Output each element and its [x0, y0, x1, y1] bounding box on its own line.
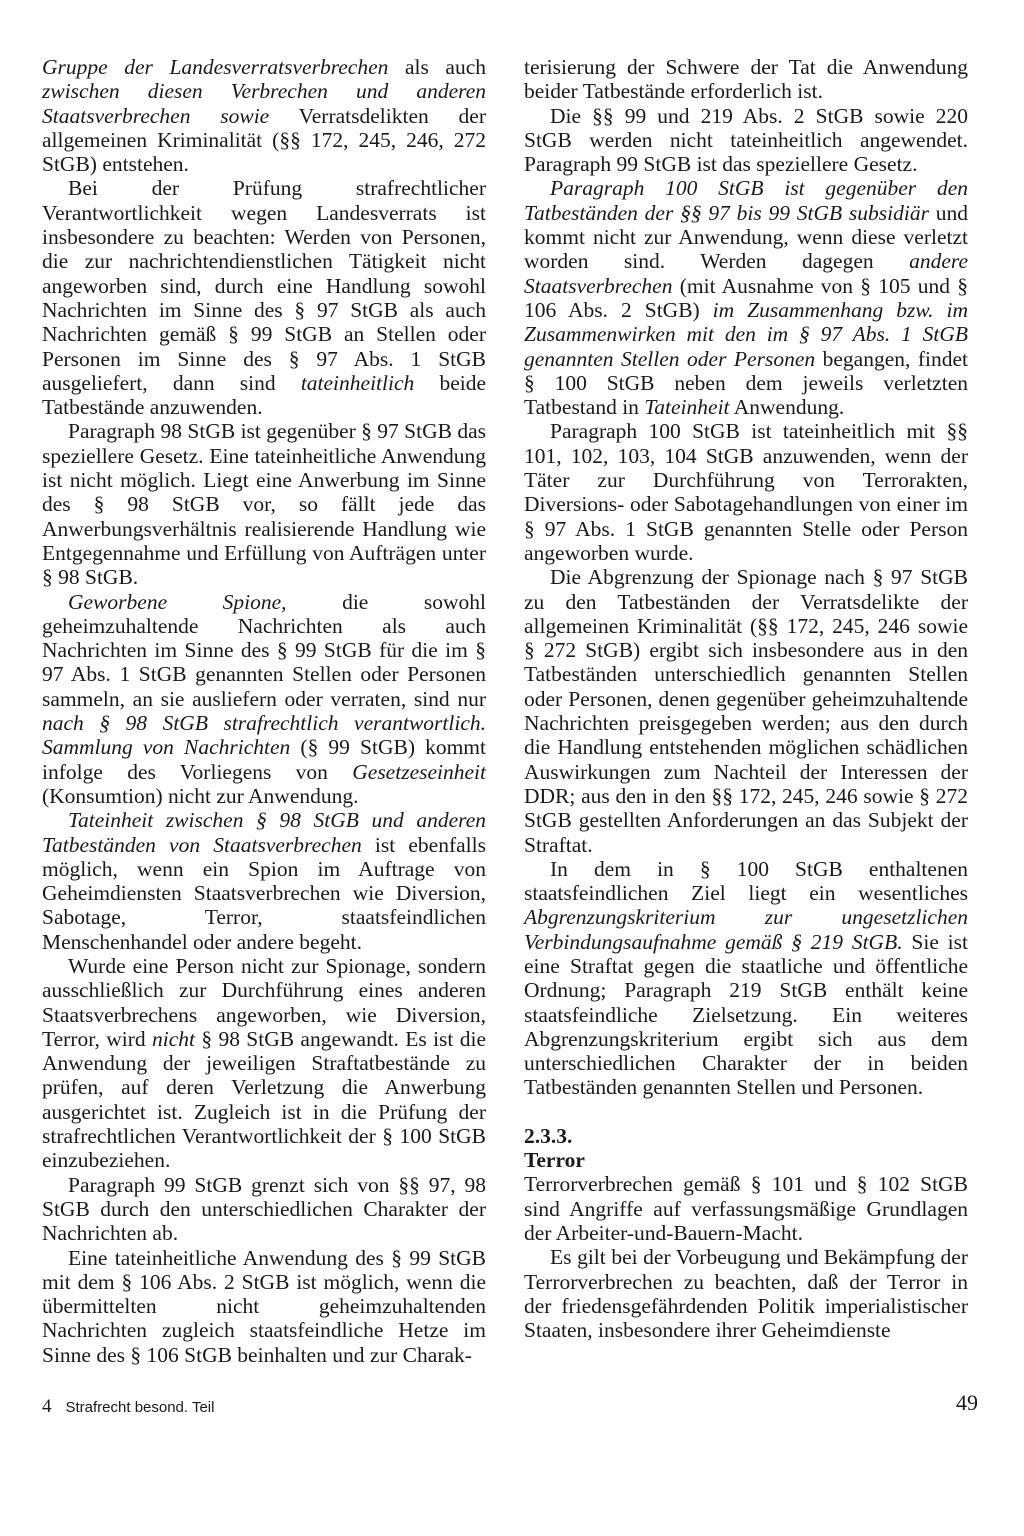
italic-text: Geworbene Spione, — [68, 589, 287, 614]
body-text: (Konsumtion) nicht zur Anwendung. — [42, 783, 359, 808]
body-text: Anwendung. — [729, 395, 845, 420]
page-number: 49 — [956, 1390, 978, 1415]
italic-text: Tateinheit — [644, 395, 730, 420]
italic-text: tateinheitlich — [300, 370, 415, 395]
paragraph — [42, 55, 486, 176]
body-text: Verratsdelikten der allgemeinen Kriminalität (§§ 172, 245, 246, 272 StGB) entstehen. — [42, 103, 486, 177]
italic-text: im Zusammenhang bzw. im Zusammenwirken mit den im § 97 Abs. 1 StGB genannten Stellen oder Personen — [524, 297, 968, 371]
signature-number: 4 — [42, 1396, 52, 1417]
italic-text: nicht — [152, 1026, 196, 1051]
paragraph: Terrorverbrechen gemäß § 101 und § 102 StGB sind Angriffe auf verfassungsmäßige Grundlagen der Arbeiter-und-Bauern-Macht. — [524, 1172, 968, 1245]
body-text: als auch — [388, 55, 486, 79]
signature-text: Strafrecht besond. Teil — [65, 1399, 215, 1416]
paragraph — [42, 590, 486, 809]
paragraph: Paragraph 99 StGB grenzt sich von §§ 97, 98 StGB durch den unterschiedlichen Charakter der Nachrichten ab. — [42, 1172, 486, 1246]
paragraph: Die §§ 99 und 219 Abs. 2 StGB sowie 220 StGB werden nicht tateinheitlich angewendet. Paragraph 99 StGB ist das speziellere Gesetz. — [524, 103, 968, 177]
italic-text: zwischen diesen Verbrechen und anderen Staatsverbrechen sowie — [42, 79, 486, 128]
body-text: Sie ist eine Straftat gegen die staatliche und öffentliche Ordnung; Paragraph 219 StGB enthält keine staatsfeindliche Zielsetzung. Ein weiteres Abgrenzungskriterium ergibt sich aus dem unterschiedlichen Charakter der in beiden Tatbeständen genannten Stellen und Personen. — [524, 929, 968, 1100]
italic-text: Gruppe der Landesverratsverbrechen — [42, 55, 389, 79]
paragraph: Es gilt bei der Vorbeugung und Bekämpfung der Terrorverbrechen zu beachten, daß der Terror in der friedensgefährdenden Politik imperialistischer Staaten, insbesondere ihrer Geheimdienste — [524, 1245, 968, 1343]
paragraph: terisierung der Schwere der Tat die Anwendung beider Tatbestände erforderlich ist. — [524, 55, 968, 104]
left-column — [42, 55, 486, 1367]
italic-text: andere Staatsverbrechen — [524, 249, 968, 298]
italic-text: Paragraph 100 StGB ist gegenüber den Tatbeständen der §§ 97 bis 99 StGB subsidiär — [524, 176, 968, 225]
paragraph: Paragraph 100 StGB ist tateinheitlich mit §§ 101, 102, 103, 104 StGB anzuwenden, wenn der Täter zur Durchführung von Terrorakten, Diversions- oder Sabotagehandlungen von einer im § 97 Abs. 1 StGB genannten Stelle oder Person angeworben wurde. — [524, 419, 968, 565]
body-text: die sowohl geheimzuhaltende Nachrichten als auch Nachrichten im Sinne des § 99 StGB für die im § 97 Abs. 1 StGB genannten Stellen oder Personen sammeln, an sie ausliefern oder verraten, sind nur — [42, 589, 486, 711]
paragraph — [42, 808, 486, 954]
italic-text: Abgrenzungskriterium zur ungesetzlichen Verbindungsaufnahme gemäß § 219 StGB. — [524, 905, 968, 954]
body-text: § 98 StGB angewandt. Es ist die Anwendung der jeweiligen Straftatbestände zu prüfen, auf deren Verletzung die Anwerbung ausgerichtet ist. Zugleich ist in die Prüfung der strafrechtlichen Verantwortlichkeit der § 100 StGB einzubeziehen. — [42, 1026, 487, 1173]
paragraph — [42, 176, 486, 419]
signature-mark — [42, 1395, 214, 1420]
section-number: 2.3.3. — [524, 1123, 573, 1148]
section-title: Terror — [524, 1148, 585, 1173]
body-text: und kommt nicht zur Anwendung, wenn diese verletzt worden sind. Werden dagegen — [524, 200, 968, 274]
page-footer — [0, 1390, 1024, 1425]
paragraph — [524, 176, 968, 419]
paragraph: Paragraph 98 StGB ist gegenüber § 97 StGB das speziellere Gesetz. Eine tateinheitliche Anwendung ist nicht möglich. Liegt eine Anwerbung im Sinne des § 98 StGB vor, so fällt jede das Anwerbungsverhältnis realisierende Handlung wie Entgegennahme und Erfüllung von Aufträgen unter § 98 StGB. — [42, 419, 487, 590]
italic-text: Tateinheit zwischen § 98 StGB und anderen Tatbeständen von Staatsverbrechen — [42, 808, 486, 857]
paragraph: Eine tateinheitliche Anwendung des § 99 StGB mit dem § 106 Abs. 2 StGB ist möglich, wenn die übermittelten nicht geheimzuhaltenden Nachrichten zugleich staatsfeindliche Hetze im Sinne des § 106 StGB beinhalten und zur Charak- — [42, 1245, 486, 1367]
italic-text: nach § 98 StGB strafrechtlich verantwortlich. Sammlung von Nachrichten — [42, 711, 486, 760]
body-text: (§ 99 StGB) kommt infolge des Vorliegens von — [42, 735, 486, 784]
paragraph — [42, 954, 486, 1173]
italic-text: Gesetzeseinheit — [352, 759, 486, 784]
paragraph: Die Abgrenzung der Spionage nach § 97 StGB zu den Tatbeständen der Verratsdelikte der allgemeinen Kriminalität (§§ 172, 245, 246 sowie § 272 StGB) ergibt sich insbesondere aus in den Tatbeständen unterschiedlich genannten Stellen oder Personen, denen gegenüber geheimzuhaltende Nachrichten preisgegeben werden; aus den durch die Handlung entstehenden möglichen schädlichen Auswirkungen zum Nachteil der Interessen der DDR; aus den in den §§ 172, 245, 246 sowie § 272 StGB gestellten Anforderungen an das Subjekt der Straftat. — [524, 565, 968, 857]
body-text: begangen, findet § 100 StGB neben dem jeweils verletzten Tatbestand in — [524, 346, 968, 420]
body-text: Bei der Prüfung strafrechtlicher Verantwortlichkeit wegen Landesverrats ist insbesondere zu beachten: Werden von Personen, die zur nachrichtendienstlichen Tätigkeit nicht angeworben sind, durch eine Handlung sowohl Nachrichten im Sinne des § 97 StGB als auch Nachrichten gemäß § 99 StGB an Stellen oder Personen im Sinne des § 97 Abs. 1 StGB ausgeliefert, dann sind — [42, 176, 486, 395]
body-text: (mit Ausnahme von § 105 und § 106 Abs. 2 StGB) — [524, 273, 968, 322]
body-text: ist ebenfalls möglich, wenn ein Spion im Auftrage von Geheimdiensten Staatsverbrechen wie Diversion, Sabotage, Terror, staatsfeindlichen Menschenhandel oder andere begeht. — [42, 832, 486, 954]
body-text: In dem in § 100 StGB enthaltenen staatsfeindlichen Ziel liegt ein wesentliches — [524, 856, 968, 906]
right-column — [524, 55, 968, 1342]
body-text: Wurde eine Person nicht zur Spionage, sondern ausschließlich zur Durchführung eines anderen Staatsverbrechens angeworben, wie Diversion, Terror, wird — [42, 953, 486, 1051]
paragraph — [524, 857, 968, 1100]
body-text: beide Tatbestände anzuwenden. — [42, 370, 486, 420]
